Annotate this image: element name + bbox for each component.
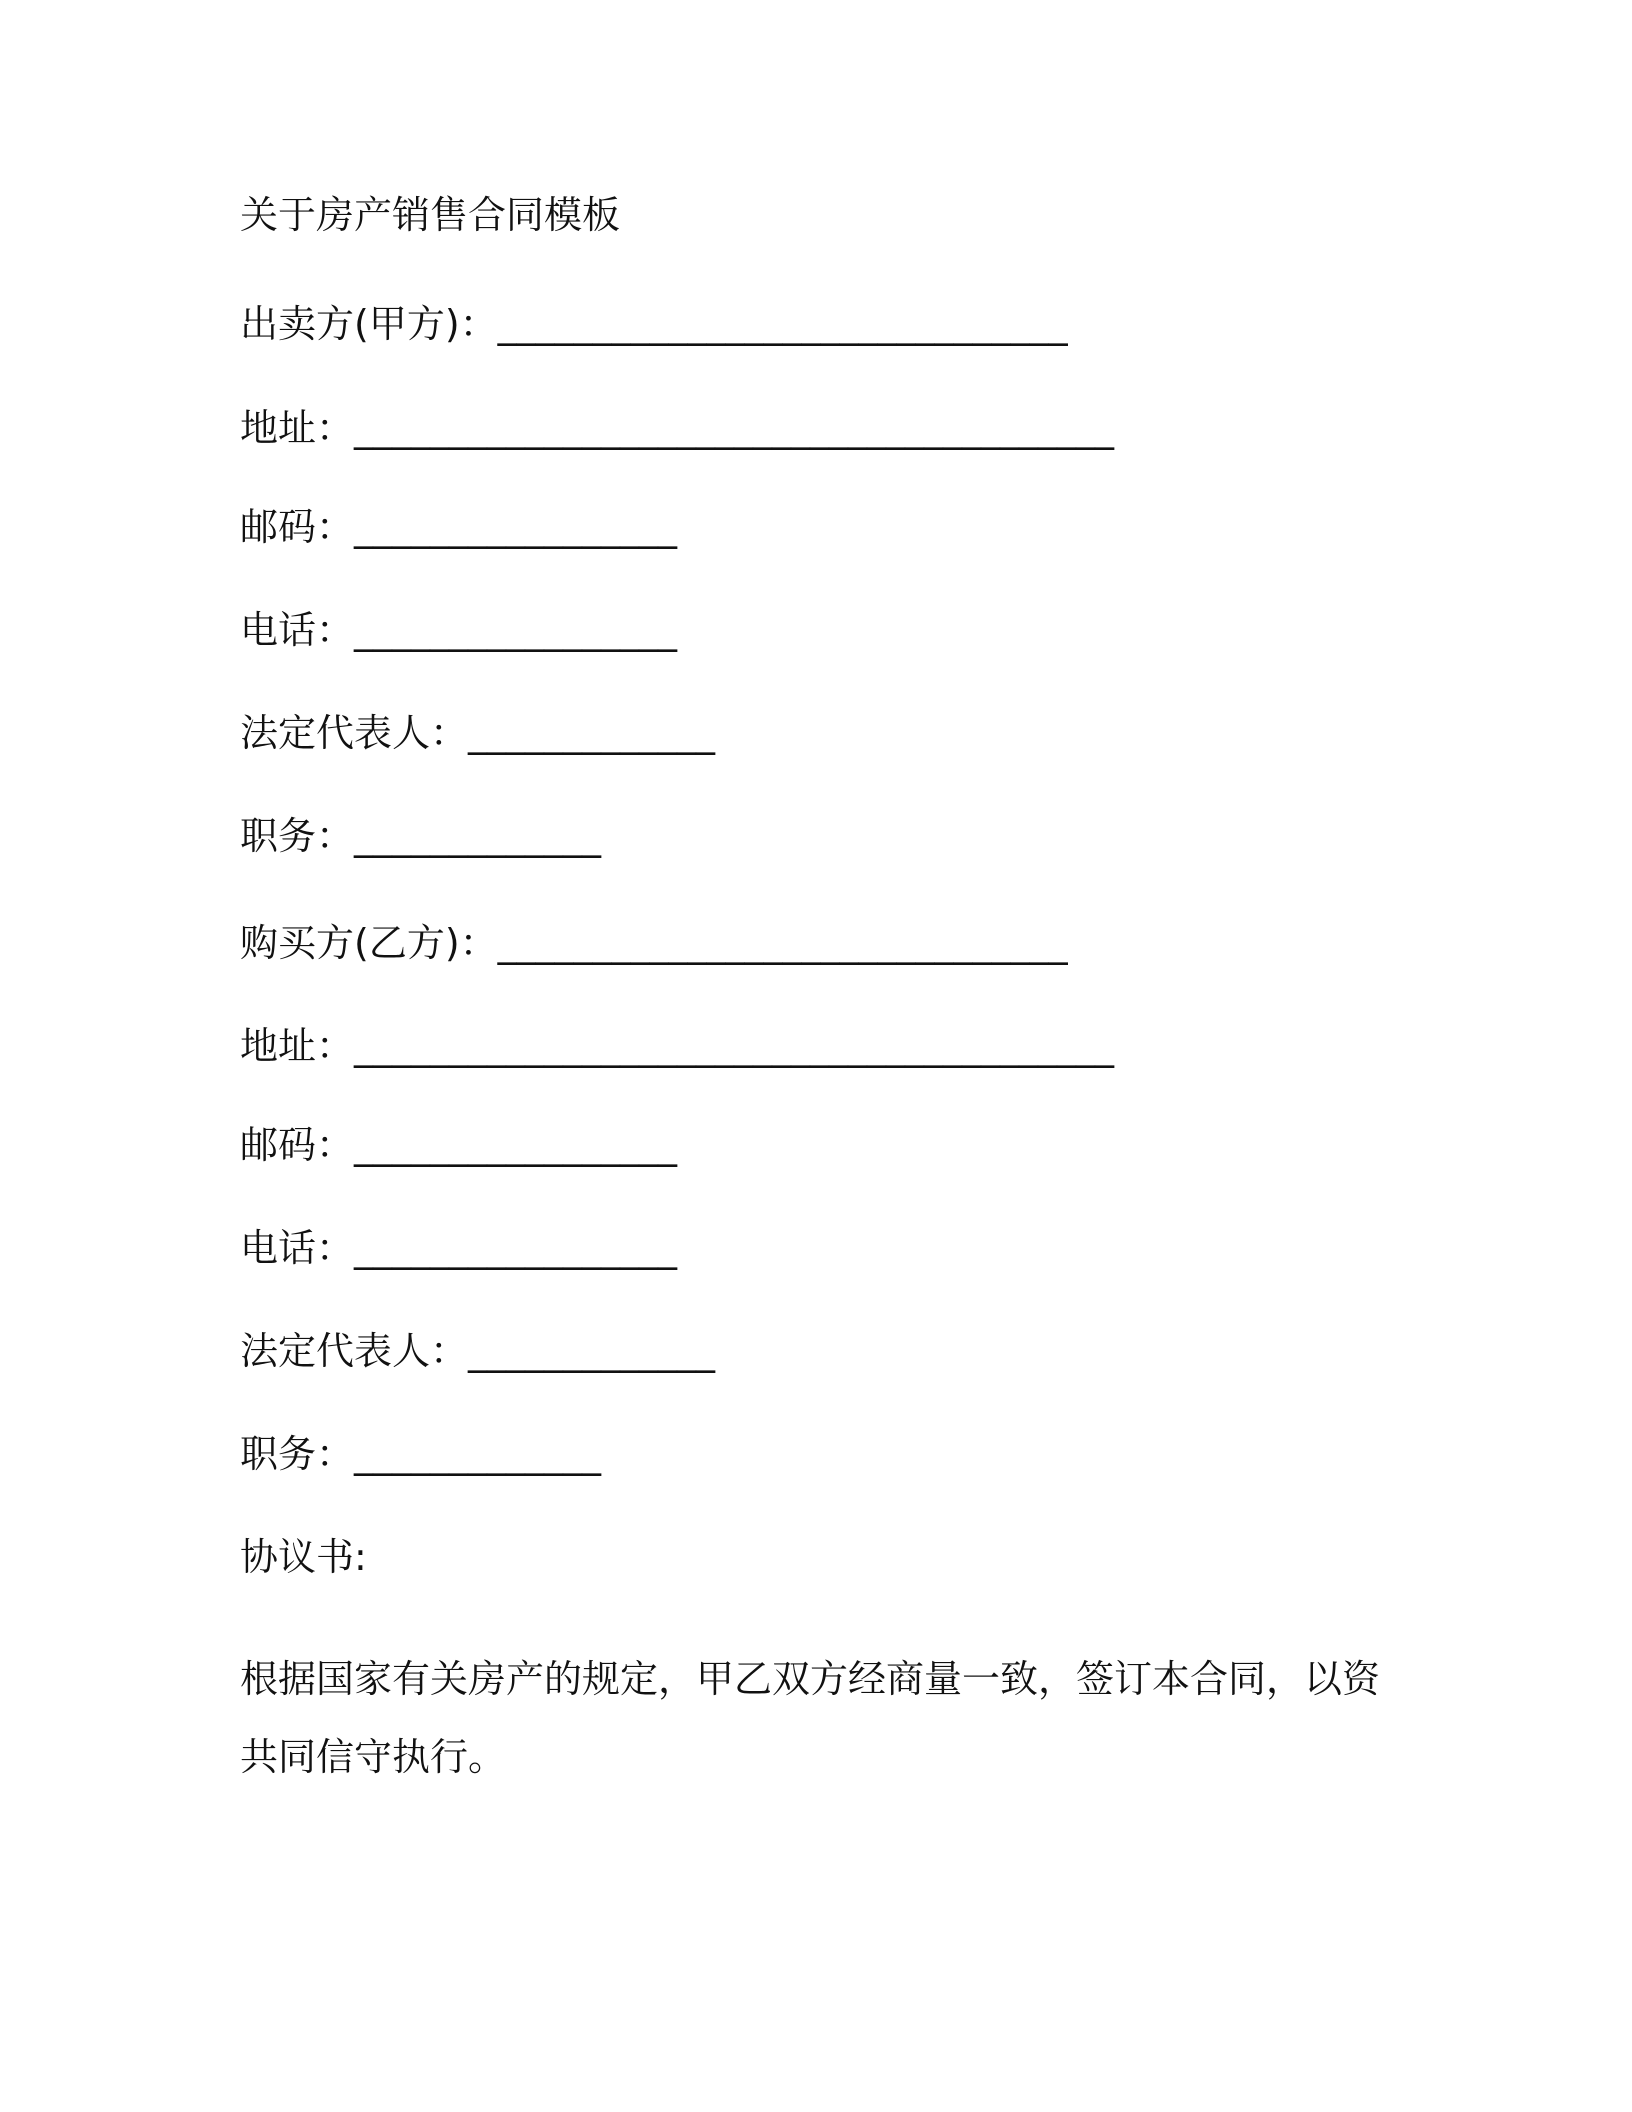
buyer-address-field [240,1022,1114,1070]
seller-legal-rep-field [240,709,715,757]
agreement-heading: 协议书: [240,1535,367,1579]
buyer-party-blank[interactable]: ______________________________ [497,921,1068,965]
buyer-phone-field [240,1224,677,1272]
buyer-position-label: 职务： [240,1432,355,1476]
buyer-legal-rep-blank[interactable]: _____________ [468,1329,716,1373]
buyer-phone-blank[interactable]: _________________ [354,1226,678,1270]
buyer-postcode-blank[interactable]: _________________ [354,1123,678,1167]
buyer-address-label: 地址： [240,1024,355,1068]
seller-legal-rep-blank[interactable]: _____________ [468,711,716,755]
seller-position-field [240,812,601,860]
seller-party-label: 出卖方(甲方)： [240,302,498,346]
seller-phone-field [240,606,677,654]
seller-postcode-blank[interactable]: _________________ [354,505,678,549]
seller-address-label: 地址： [240,406,355,450]
agreement-paragraph: 根据国家有关房产的规定，甲乙双方经商量一致，签订本合同，以资共同信守执行。 [240,1657,1381,1779]
buyer-postcode-field [240,1121,677,1169]
seller-party-blank[interactable]: ______________________________ [497,302,1068,346]
document-title: 关于房产销售合同模板 [240,193,621,237]
seller-postcode-label: 邮码： [240,505,355,549]
seller-party-field [240,300,1068,348]
seller-address-field [240,404,1114,452]
buyer-address-blank[interactable]: ________________________________________ [354,1024,1115,1068]
seller-position-blank[interactable]: _____________ [354,814,602,858]
buyer-party-label: 购买方(乙方)： [240,921,498,965]
seller-position-label: 职务： [240,814,355,858]
buyer-position-blank[interactable]: _____________ [354,1432,602,1476]
seller-legal-rep-label: 法定代表人： [240,711,469,755]
buyer-position-field [240,1430,601,1478]
buyer-party-field [240,919,1068,967]
buyer-legal-rep-label: 法定代表人： [240,1329,469,1373]
seller-postcode-field [240,503,677,551]
seller-phone-label: 电话： [240,608,355,652]
buyer-legal-rep-field [240,1327,715,1375]
buyer-phone-label: 电话： [240,1226,355,1270]
buyer-postcode-label: 邮码： [240,1123,355,1167]
seller-address-blank[interactable]: ________________________________________ [354,406,1115,450]
seller-phone-blank[interactable]: _________________ [354,608,678,652]
